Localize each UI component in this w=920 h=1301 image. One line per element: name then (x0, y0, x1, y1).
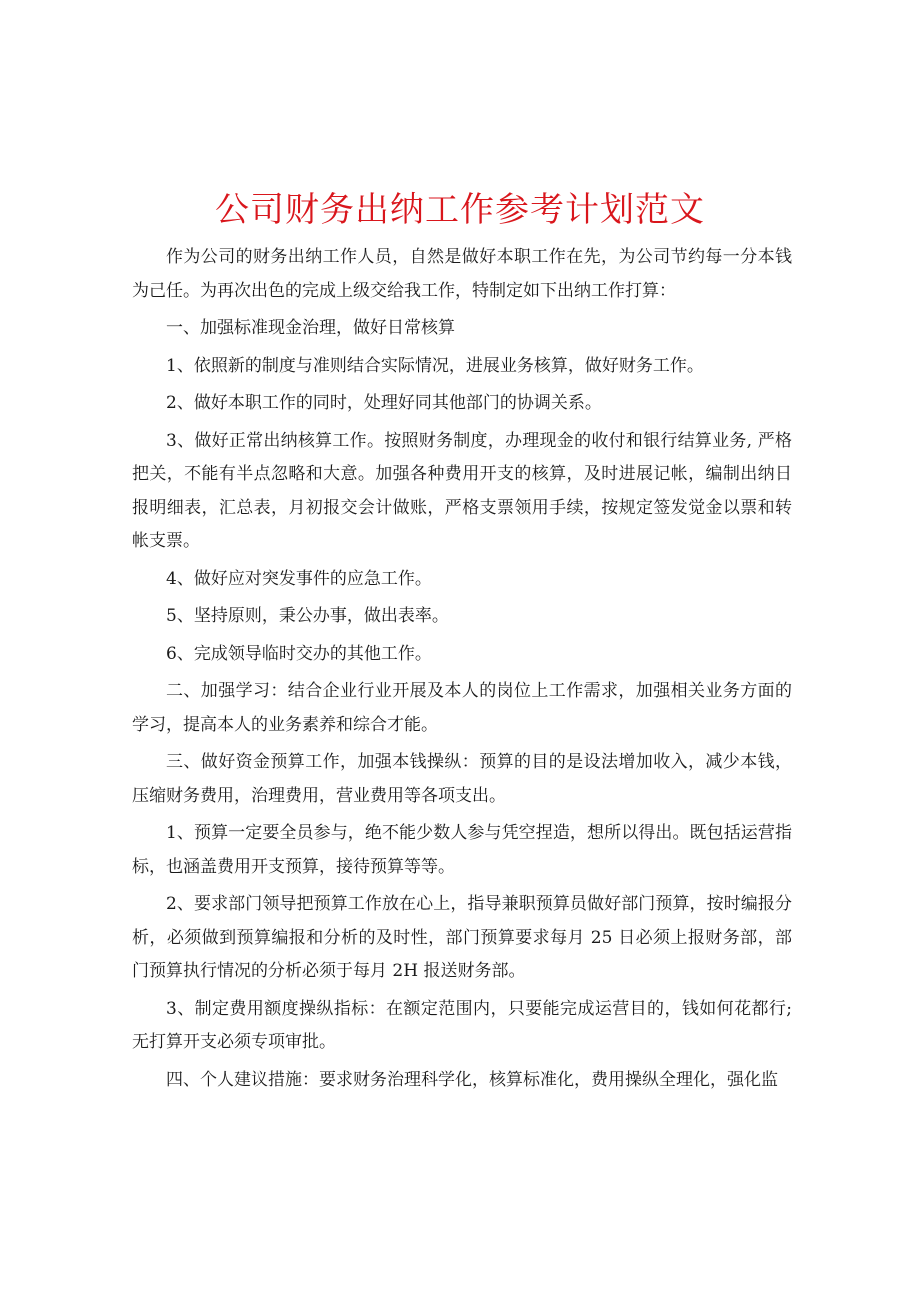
list-item: 6、完成领导临时交办的其他工作。 (166, 643, 432, 664)
list-item: 3、做好正常出纳核算工作。按照财务制度，办理现金的收付和银行结算业务, 严格把关，不能有半点忽略和大意。加强各种费用开支的核算，及时进展记帐，编制出纳日报明细表，汇总表，月初报交会计做账，严格支票领用手续，按规定签发觉金以票和转帐支票。 (132, 430, 792, 551)
list-item: 3、制定费用额度操纵指标：在额定范围内，只要能完成运营目的，钱如何花都行; 无打算开支必须专项审批。 (132, 998, 792, 1052)
list-item: 2、做好本职工作的同时，处理好同其他部门的协调关系。 (166, 393, 602, 413)
list-item: 2、要求部门领导把预算工作放在心上，指导兼职预算员做好部门预算，按时编报分析，必须做到预算编报和分析的及时性，部门预算要求每月 25 日必须上报财务部，部门预算执行情况的分析必须于每月 2H 报送财务部。 (132, 894, 792, 981)
list-item: 5、坚持原则，秉公办事，做出表率。 (166, 606, 449, 626)
section-heading: 一、加强标准现金治理，做好日常核算 (166, 318, 455, 338)
section-paragraph: 二、加强学习：结合企业行业开展及本人的岗位上工作需求，加强相关业务方面的学习，提高本人的业务素养和综合才能。 (132, 681, 792, 735)
paragraph: 作为公司的财务出纳工作人员，自然是做好本职工作在先，为公司节约每一分本钱为己任。为再次出色的完成上级交给我工作，特制定如下出纳工作打算： (132, 247, 792, 301)
section-paragraph: 三、做好资金预算工作，加强本钱操纵：预算的目的是设法增加收入，减少本钱，压缩财务费用，治理费用，营业费用等各项支出。 (132, 752, 792, 806)
list-item: 1、预算一定要全员参与，绝不能少数人参与凭空捏造，想所以得出。既包括运营指标，也涵盖费用开支预算，接待预算等等。 (132, 823, 792, 877)
list-item: 4、做好应对突发事件的应急工作。 (166, 568, 432, 589)
list-item: 1、依照新的制度与准则结合实际情况，进展业务核算，做好财务工作。 (166, 355, 704, 376)
document-body (132, 241, 792, 1101)
document-title: 公司财务出纳工作参考计划范文 (215, 190, 705, 230)
section-paragraph: 四、个人建议措施：要求财务治理科学化，核算标准化，费用操纵全理化，强化监 (166, 1069, 778, 1090)
